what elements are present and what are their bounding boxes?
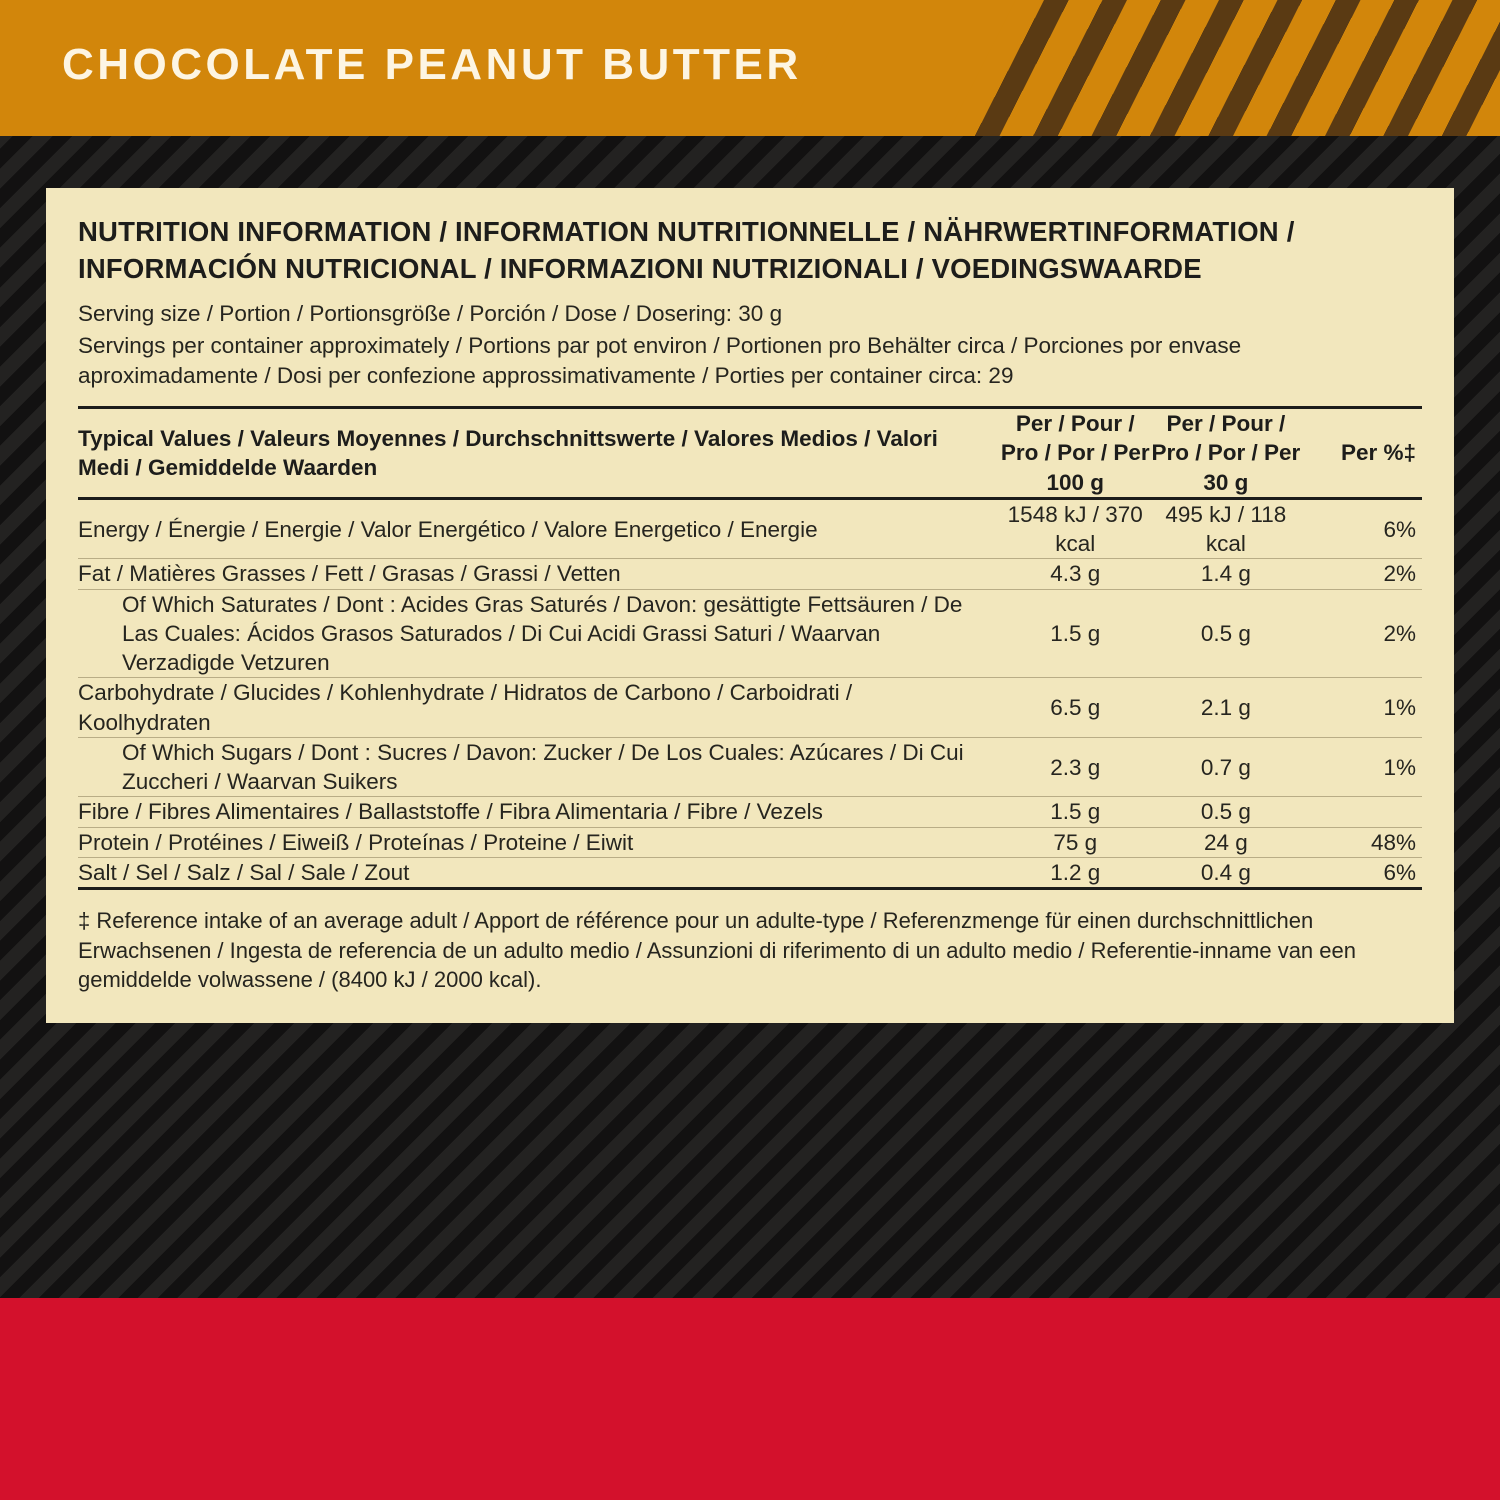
row-label: Energy / Énergie / Energie / Valor Energético / Valore Energetico / Energie	[78, 498, 1000, 559]
row-per-serving: 1.4 g	[1151, 559, 1302, 589]
row-per-serving: 0.5 g	[1151, 797, 1302, 827]
row-label: Fat / Matières Grasses / Fett / Grasas / Grassi / Vetten	[78, 559, 1000, 589]
nutrition-panel	[46, 188, 1454, 1023]
panel-heading: NUTRITION INFORMATION / INFORMATION NUTRITIONNELLE / NÄHRWERTINFORMATION / INFORMACIÓN NUTRICIONAL / INFORMAZIONI NUTRIZIONALI / VOEDINGSWAARDE	[78, 216, 1295, 284]
servings-per-container-line: Servings per container approximately / Portions par pot environ / Portionen pro Behälter circa / Porciones por envase aproximadamente / Dosi per confezione approssimativamente / Porties per container circa: 29	[78, 332, 1242, 388]
header-percent: Per %‡	[1301, 408, 1422, 499]
nutrition-table	[78, 406, 1422, 890]
serving-size-line: Serving size / Portion / Portionsgröße / Porción / Dose / Dosering: 30 g	[78, 301, 783, 327]
header-per-100g: Per / Pour / Pro / Por / Per 100 g	[1000, 408, 1151, 499]
row-per-100g: 1.5 g	[1000, 797, 1151, 827]
row-per-serving: 2.1 g	[1151, 678, 1302, 738]
row-per-100g: 2.3 g	[1000, 737, 1151, 797]
table-row	[78, 797, 1422, 827]
reference-intake-footnote: ‡ Reference intake of an average adult / Apport de référence pour un adulte-type / Referenzmenge für einen durchschnittlichen Erwachsenen / Ingesta de referencia de un adulto medio / Assunzioni di riferimento di un adulto medio / Referentie-inname van een gemiddelde volwassene / (8400 kJ / 2000 kcal).	[78, 908, 1356, 993]
row-per-serving: 0.4 g	[1151, 857, 1302, 888]
row-percent: 6%	[1301, 498, 1422, 559]
table-row	[78, 827, 1422, 857]
table-row	[78, 559, 1422, 589]
bottom-color-bar	[0, 1298, 1500, 1500]
row-per-serving: 0.7 g	[1151, 737, 1302, 797]
header-typical-values: Typical Values / Valeurs Moyennes / Durchschnittswerte / Valores Medios / Valori Medi / Gemiddelde Waarden	[78, 408, 1000, 499]
table-row	[78, 498, 1422, 559]
row-per-100g: 1548 kJ / 370 kcal	[1000, 498, 1151, 559]
table-row	[78, 857, 1422, 888]
row-per-serving: 0.5 g	[1151, 589, 1302, 678]
row-label: Fibre / Fibres Alimentaires / Ballaststoffe / Fibra Alimentaria / Fibre / Vezels	[78, 797, 1000, 827]
table-row	[78, 737, 1422, 797]
row-label: Salt / Sel / Salz / Sal / Sale / Zout	[78, 857, 1000, 888]
row-per-100g: 4.3 g	[1000, 559, 1151, 589]
row-percent: 1%	[1301, 737, 1422, 797]
row-percent: 1%	[1301, 678, 1422, 738]
row-per-serving: 24 g	[1151, 827, 1302, 857]
row-per-serving: 495 kJ / 118 kcal	[1151, 498, 1302, 559]
row-per-100g: 1.2 g	[1000, 857, 1151, 888]
row-label: Carbohydrate / Glucides / Kohlenhydrate / Hidratos de Carbono / Carboidrati / Koolhydraten	[78, 678, 1000, 738]
row-percent: 6%	[1301, 857, 1422, 888]
row-per-100g: 75 g	[1000, 827, 1151, 857]
row-percent	[1301, 797, 1422, 827]
product-title: CHOCOLATE PEANUT BUTTER	[62, 40, 802, 89]
product-banner	[0, 0, 1500, 136]
table-row	[78, 589, 1422, 678]
row-per-100g: 6.5 g	[1000, 678, 1151, 738]
row-label: Of Which Sugars / Dont : Sucres / Davon: Zucker / De Los Cuales: Azúcares / Di Cui Zuccheri / Waarvan Suikers	[78, 737, 1000, 797]
table-header-row	[78, 408, 1422, 499]
row-label: Of Which Saturates / Dont : Acides Gras Saturés / Davon: gesättigte Fettsäuren / De Las Cuales: Ácidos Grasos Saturados / Di Cui Acidi Grassi Saturi / Waarvan Verzadigde Vetzuren	[78, 589, 1000, 678]
row-percent: 2%	[1301, 559, 1422, 589]
header-per-serving: Per / Pour / Pro / Por / Per 30 g	[1151, 408, 1302, 499]
row-per-100g: 1.5 g	[1000, 589, 1151, 678]
row-percent: 48%	[1301, 827, 1422, 857]
table-row	[78, 678, 1422, 738]
row-percent: 2%	[1301, 589, 1422, 678]
row-label: Protein / Protéines / Eiweiß / Proteínas / Proteine / Eiwit	[78, 827, 1000, 857]
